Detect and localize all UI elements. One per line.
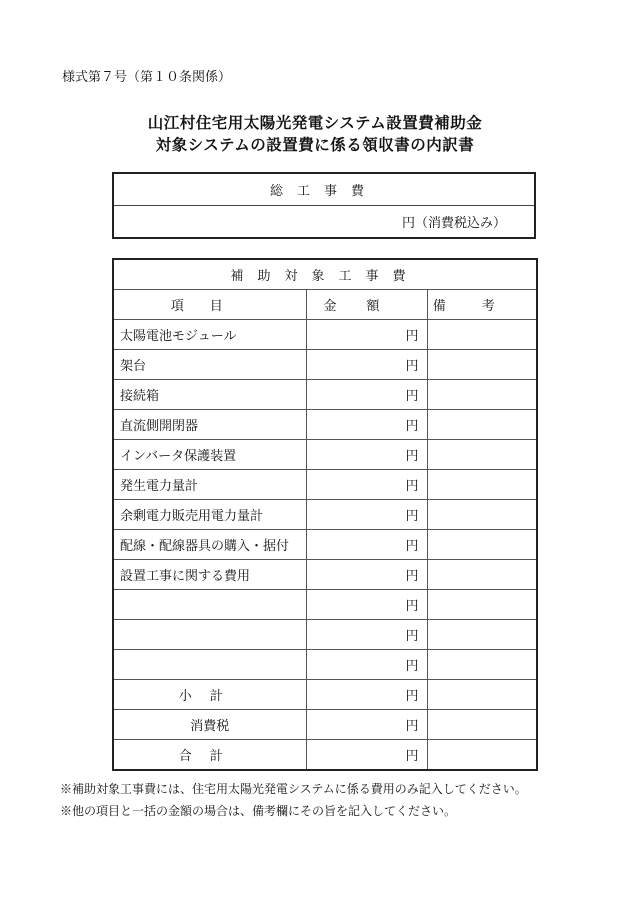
column-header-notes: 備考 <box>427 290 537 320</box>
total-cost-table <box>112 172 536 239</box>
item-label: インバータ保護装置 <box>113 440 306 470</box>
table-row <box>113 470 537 500</box>
table-row <box>113 620 537 650</box>
notes-field[interactable] <box>427 530 537 560</box>
notes-field[interactable] <box>427 410 537 440</box>
amount-field[interactable]: 円 <box>306 380 427 410</box>
notes-field[interactable] <box>427 710 537 740</box>
amount-field[interactable]: 円 <box>306 530 427 560</box>
table-row <box>113 560 537 590</box>
item-label: 余剰電力販売用電力量計 <box>113 500 306 530</box>
total-cost-field[interactable]: 円（消費税込み） <box>401 216 506 231</box>
table-row <box>113 590 537 620</box>
subtotal-row <box>113 680 537 710</box>
column-header-item: 項目 <box>113 290 306 320</box>
document-title-line2: 対象システムの設置費に係る領収書の内訳書 <box>155 135 475 154</box>
amount-field[interactable]: 円 <box>306 320 427 350</box>
notes-field[interactable] <box>427 620 537 650</box>
notes-field[interactable] <box>427 320 537 350</box>
amount-field[interactable]: 円 <box>306 590 427 620</box>
detail-table-title: 補助対象工事費 <box>113 259 537 290</box>
column-header-row <box>113 290 537 320</box>
amount-field[interactable]: 円 <box>306 620 427 650</box>
tax-row <box>113 710 537 740</box>
item-label: 太陽電池モジュール <box>113 320 306 350</box>
note-2: ※他の項目と一括の金額の場合は、備考欄にその旨を記入してください。 <box>60 804 457 818</box>
item-label: 接続箱 <box>113 380 306 410</box>
item-label: 合計 <box>113 740 306 771</box>
notes-field[interactable] <box>427 740 537 771</box>
form-number: 様式第７号（第１０条関係） <box>62 70 232 85</box>
table-row <box>113 530 537 560</box>
notes-field[interactable] <box>427 650 537 680</box>
item-label: 架台 <box>113 350 306 380</box>
amount-field[interactable]: 円 <box>306 410 427 440</box>
table-row <box>113 440 537 470</box>
notes-field[interactable] <box>427 500 537 530</box>
amount-field[interactable]: 円 <box>306 560 427 590</box>
notes-field[interactable] <box>427 680 537 710</box>
amount-field[interactable]: 円 <box>306 440 427 470</box>
item-label: 配線・配線器具の購入・据付 <box>113 530 306 560</box>
document-title-line1: 山江村住宅用太陽光発電システム設置費補助金 <box>147 113 483 132</box>
amount-field[interactable]: 円 <box>306 470 427 500</box>
grand-total-row <box>113 740 537 771</box>
total-cost-header: 総工事費 <box>113 173 535 206</box>
notes-field[interactable] <box>427 440 537 470</box>
item-label: 消費税 <box>113 710 306 740</box>
table-row <box>113 410 537 440</box>
notes-field[interactable] <box>427 470 537 500</box>
notes-field[interactable] <box>427 380 537 410</box>
item-label <box>113 650 306 680</box>
amount-field[interactable]: 円 <box>306 350 427 380</box>
table-row <box>113 350 537 380</box>
note-1: ※補助対象工事費には、住宅用太陽光発電システムに係る費用のみ記入してください。 <box>60 782 527 796</box>
table-row <box>113 320 537 350</box>
item-label <box>113 590 306 620</box>
table-row <box>113 650 537 680</box>
amount-field[interactable]: 円 <box>306 680 427 710</box>
amount-field[interactable]: 円 <box>306 500 427 530</box>
table-row <box>113 500 537 530</box>
amount-field[interactable]: 円 <box>306 710 427 740</box>
notes-field[interactable] <box>427 590 537 620</box>
total-header-row <box>113 173 535 206</box>
item-label: 設置工事に関する費用 <box>113 560 306 590</box>
item-label: 直流側開閉器 <box>113 410 306 440</box>
subsidy-cost-table <box>112 258 538 771</box>
amount-field[interactable]: 円 <box>306 740 427 771</box>
column-header-amount: 金額 <box>306 290 427 320</box>
item-label: 発生電力量計 <box>113 470 306 500</box>
item-label <box>113 620 306 650</box>
amount-field[interactable]: 円 <box>306 650 427 680</box>
notes-field[interactable] <box>427 350 537 380</box>
notes-field[interactable] <box>427 560 537 590</box>
table-row <box>113 380 537 410</box>
detail-title-row <box>113 259 537 290</box>
total-value-row <box>113 206 535 239</box>
item-label: 小計 <box>113 680 306 710</box>
